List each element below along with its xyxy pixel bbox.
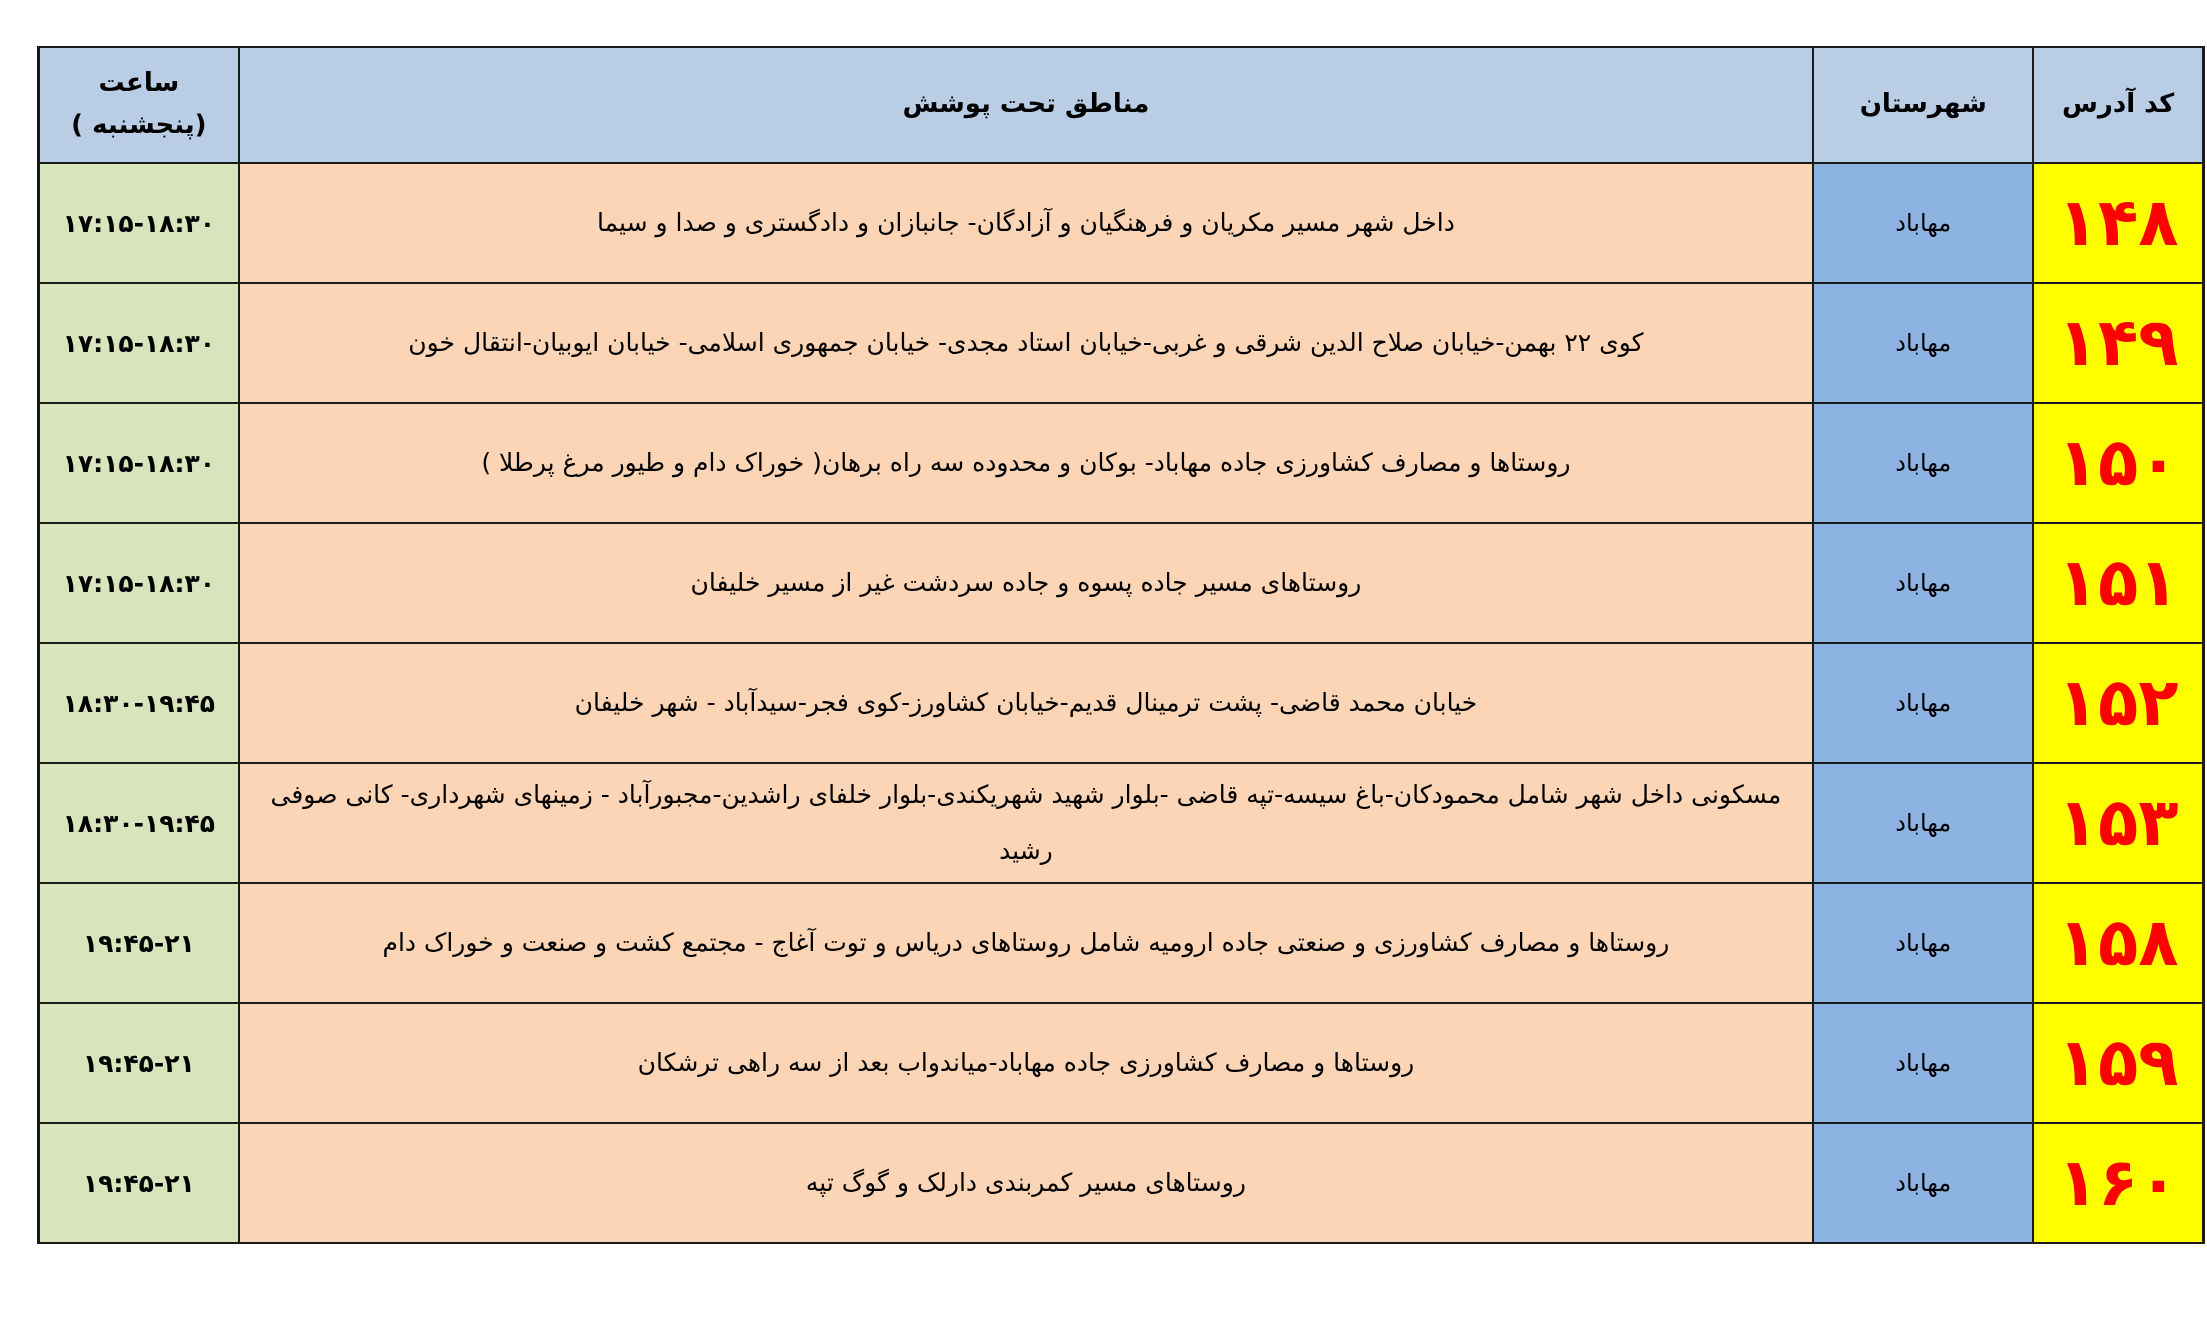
county-cell: مهاباد: [1813, 163, 2033, 283]
time-range: ۱۹:۴۵-۲۱: [82, 1048, 195, 1078]
table-row: [39, 643, 2204, 763]
address-code-cell: ۱۶۰: [2033, 1123, 2203, 1243]
table-row: [39, 883, 2204, 1003]
county-cell: مهاباد: [1813, 283, 2033, 403]
outage-schedule-sheet: [37, 46, 2205, 1242]
time-range: ۱۸:۳۰-۱۹:۴۵: [62, 688, 216, 718]
table-header-row: [39, 47, 2204, 163]
covered-areas-cell: داخل شهر مسیر مکریان و فرهنگیان و آزادگان- جانبازان و دادگستری و صدا و سیما: [239, 163, 1813, 283]
county-cell: مهاباد: [1813, 1123, 2033, 1243]
header-address-code: کد آدرس: [2033, 47, 2203, 163]
table-row: [39, 1123, 2204, 1243]
time-range: ۱۷:۱۵-۱۸:۳۰: [62, 208, 216, 238]
time-cell: [39, 1123, 239, 1243]
covered-areas-cell: کوی ۲۲ بهمن-خیابان صلاح الدین شرقی و غربی-خیابان استاد مجدی- خیابان جمهوری اسلامی- خیابان ایوبیان-انتقال خون: [239, 283, 1813, 403]
header-covered-areas: مناطق تحت پوشش: [239, 47, 1813, 163]
header-time-day: (پنجشنبه ): [71, 110, 207, 140]
time-range: ۱۷:۱۵-۱۸:۳۰: [62, 448, 216, 478]
time-cell: [39, 883, 239, 1003]
header-county: شهرستان: [1813, 47, 2033, 163]
county-cell: مهاباد: [1813, 763, 2033, 883]
time-cell: [39, 763, 239, 883]
address-code-cell: ۱۵۱: [2033, 523, 2203, 643]
table-row: [39, 403, 2204, 523]
time-range: ۱۹:۴۵-۲۱: [82, 928, 195, 958]
county-cell: مهاباد: [1813, 1003, 2033, 1123]
county-cell: مهاباد: [1813, 403, 2033, 523]
covered-areas-cell: روستاها و مصارف کشاورزی جاده مهاباد-میاندواب بعد از سه راهی ترشکان: [239, 1003, 1813, 1123]
time-range: ۱۷:۱۵-۱۸:۳۰: [62, 568, 216, 598]
address-code-cell: ۱۵۸: [2033, 883, 2203, 1003]
time-range: ۱۹:۴۵-۲۱: [82, 1168, 195, 1198]
time-cell: [39, 163, 239, 283]
time-cell: [39, 283, 239, 403]
address-code-cell: ۱۵۳: [2033, 763, 2203, 883]
table-row: [39, 163, 2204, 283]
time-cell: [39, 643, 239, 763]
county-cell: مهاباد: [1813, 523, 2033, 643]
covered-areas-cell: روستاها و مصارف کشاورزی و صنعتی جاده ارومیه شامل روستاهای دریاس و توت آغاج - مجتمع کشت و صنعت و خوراک دام: [239, 883, 1813, 1003]
county-cell: مهاباد: [1813, 883, 2033, 1003]
covered-areas-cell: روستاهای مسیر جاده پسوه و جاده سردشت غیر از مسیر خلیفان: [239, 523, 1813, 643]
table-row: [39, 763, 2204, 883]
address-code-cell: ۱۵۹: [2033, 1003, 2203, 1123]
address-code-cell: ۱۵۲: [2033, 643, 2203, 763]
table-row: [39, 1003, 2204, 1123]
covered-areas-cell: روستاها و مصارف کشاورزی جاده مهاباد- بوکان و محدوده سه راه برهان( خوراک دام و طیور مرغ پرطلا ): [239, 403, 1813, 523]
address-code-cell: ۱۴۸: [2033, 163, 2203, 283]
county-cell: مهاباد: [1813, 643, 2033, 763]
header-time: [39, 47, 239, 163]
covered-areas-cell: روستاهای مسیر کمربندی دارلک و گوگ تپه: [239, 1123, 1813, 1243]
time-range: ۱۷:۱۵-۱۸:۳۰: [62, 328, 216, 358]
time-range: ۱۸:۳۰-۱۹:۴۵: [62, 808, 216, 838]
outage-schedule-table: [37, 46, 2205, 1244]
covered-areas-cell: مسکونی داخل شهر شامل محمودکان-باغ سیسه-تپه قاضی -بلوار شهید شهریکندی-بلوار خلفای راشدین-مجبورآباد - زمینهای شهرداری- کانی صوفی رشید: [239, 763, 1813, 883]
address-code-cell: ۱۵۰: [2033, 403, 2203, 523]
time-cell: [39, 1003, 239, 1123]
time-cell: [39, 403, 239, 523]
table-row: [39, 283, 2204, 403]
table-row: [39, 523, 2204, 643]
header-time-label: ساعت: [98, 68, 180, 99]
time-cell: [39, 523, 239, 643]
covered-areas-cell: خیابان محمد قاضی- پشت ترمینال قدیم-خیابان کشاورز-کوی فجر-سیدآباد - شهر خلیفان: [239, 643, 1813, 763]
address-code-cell: ۱۴۹: [2033, 283, 2203, 403]
